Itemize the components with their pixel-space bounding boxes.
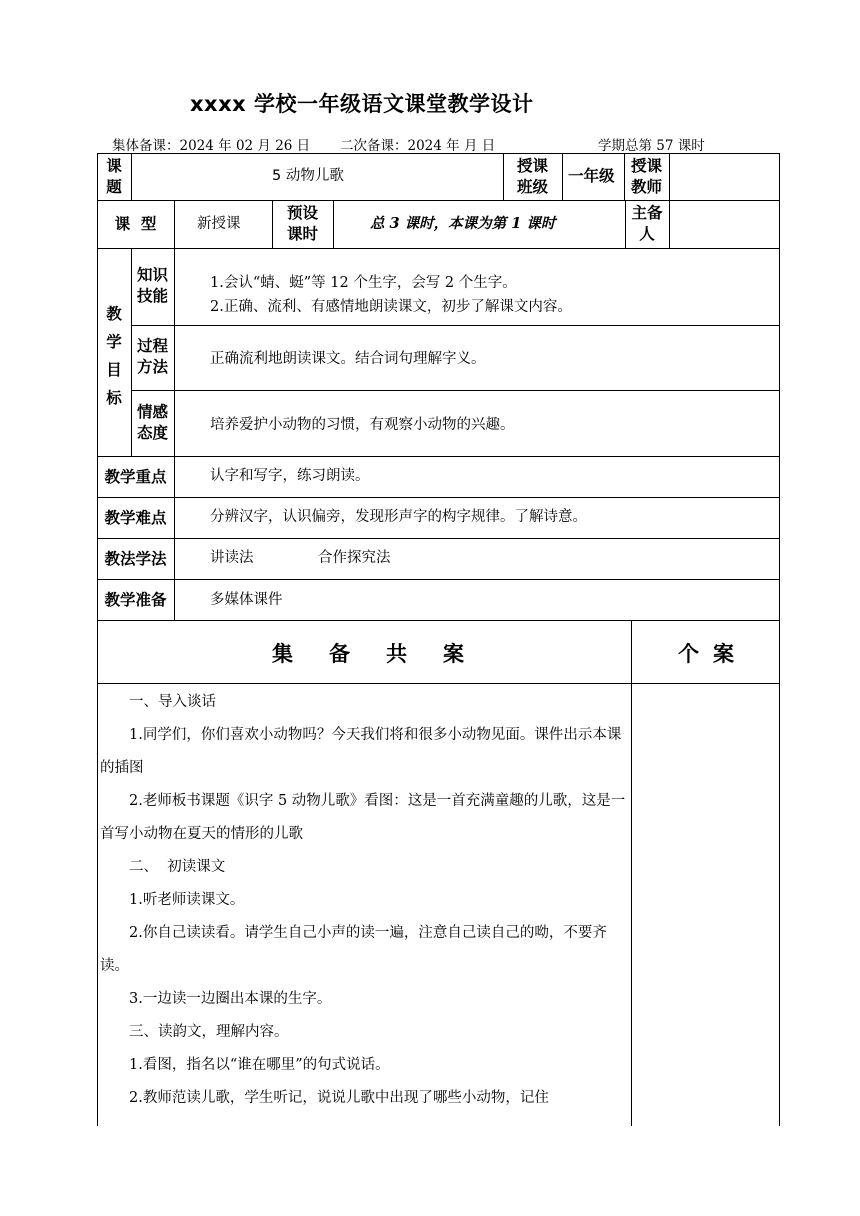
emotion-attitude-value: 培养爱护小动物的习惯，有观察小动物的兴趣。: [210, 417, 515, 433]
process-method-label: 过程 方法: [136, 337, 168, 376]
row-divider: [131, 325, 780, 326]
knowledge-line-2: 2.正确、流利、有感情地朗读课文，初步了解课文内容。: [210, 299, 572, 315]
body-paragraph: 二、 初读课文: [129, 859, 226, 875]
preparation-value: 多媒体课件: [210, 592, 283, 608]
row-divider: [131, 390, 780, 391]
difficult-points-label: 教学难点: [104, 509, 167, 527]
col-divider: [562, 153, 563, 200]
key-points-label: 教学重点: [104, 468, 167, 486]
row-divider: [97, 456, 780, 457]
col-divider: [174, 456, 175, 621]
row-divider: [97, 497, 780, 498]
col-divider: [174, 200, 175, 248]
teaching-goals-label: 教 学 目 标: [106, 305, 122, 407]
row-divider: [97, 683, 780, 684]
row-divider: [97, 248, 780, 249]
methods-value: 讲读法 合作探究法: [210, 550, 391, 566]
shared-plan-heading: 集备共案: [272, 642, 500, 666]
topic-label: 课 题: [106, 157, 122, 196]
lesson-type-label: 课 型: [114, 215, 157, 233]
second-prep-date: 二次备课：2024 年 月 日: [340, 138, 496, 154]
planned-hours-label: 预设 课时: [286, 204, 318, 243]
class-value: 一年级: [568, 167, 615, 185]
key-points-value: 认字和写字，练习朗读。: [210, 468, 370, 484]
row-divider: [97, 200, 780, 201]
main-preparer-label: 主备 人: [631, 204, 663, 243]
knowledge-skills-label: 知识 技能: [136, 266, 168, 305]
topic-value: 5 动物儿歌: [272, 168, 344, 184]
teacher-label: 授课 教师: [630, 157, 662, 196]
body-paragraph: 3.一边读一边圈出本课的生字。: [129, 991, 332, 1007]
body-paragraph: 三、读韵文，理解内容。: [129, 1024, 289, 1040]
process-method-value: 正确流利地朗读课文。结合词句理解字义。: [210, 351, 486, 367]
collective-prep-date: 集体备课：2024 年 02 月 26 日: [112, 138, 311, 154]
body-paragraph: 一、导入谈话: [129, 694, 216, 710]
body-paragraph: 1.听老师读课文。: [129, 892, 245, 908]
row-divider: [97, 538, 780, 539]
page-title: xxxx 学校一年级语文课堂教学设计: [190, 92, 534, 116]
body-paragraph: 2.你自己读读看。请学生自己小声的读一遍，注意自己读自己的呦，不要齐读。: [100, 925, 607, 974]
knowledge-line-1: 1.会认“蜻、蜓”等 12 个生字，会写 2 个生字。: [210, 275, 517, 291]
preparation-label: 教学准备: [104, 591, 167, 609]
lesson-type-value: 新授课: [197, 216, 241, 232]
body-paragraph: 1.同学们，你们喜欢小动物吗？今天我们将和很多小动物见面。课件出示本课的插图: [100, 727, 622, 776]
col-divider: [174, 248, 175, 456]
col-divider: [131, 153, 132, 200]
body-paragraph: 2.老师板书课题《识字 5 动物儿歌》看图：这是一首充满童趣的儿歌，这是一首写小动物在夏天的情形的儿歌: [100, 793, 626, 842]
semester-total-lessons: 学期总第 57 课时: [598, 138, 705, 154]
col-divider: [631, 621, 632, 1126]
col-divider: [333, 200, 334, 248]
class-label: 授课 班级: [516, 157, 548, 196]
col-divider: [669, 153, 670, 248]
body-paragraph: 1.看图，指名以“谁在哪里”的句式说话。: [129, 1057, 390, 1073]
individual-plan-heading: 个案: [678, 642, 748, 666]
methods-label: 教法学法: [104, 550, 167, 568]
planned-hours-value: 总 3 课时，本课为第 1 课时: [370, 215, 556, 232]
difficult-points-value: 分辨汉字，认识偏旁，发现形声字的构字规律。了解诗意。: [210, 509, 587, 525]
row-divider: [97, 579, 780, 580]
emotion-attitude-label: 情感 态度: [136, 403, 168, 442]
body-paragraph: 2.教师范读儿歌，学生听记，说说儿歌中出现了哪些小动物，记住: [129, 1090, 549, 1106]
